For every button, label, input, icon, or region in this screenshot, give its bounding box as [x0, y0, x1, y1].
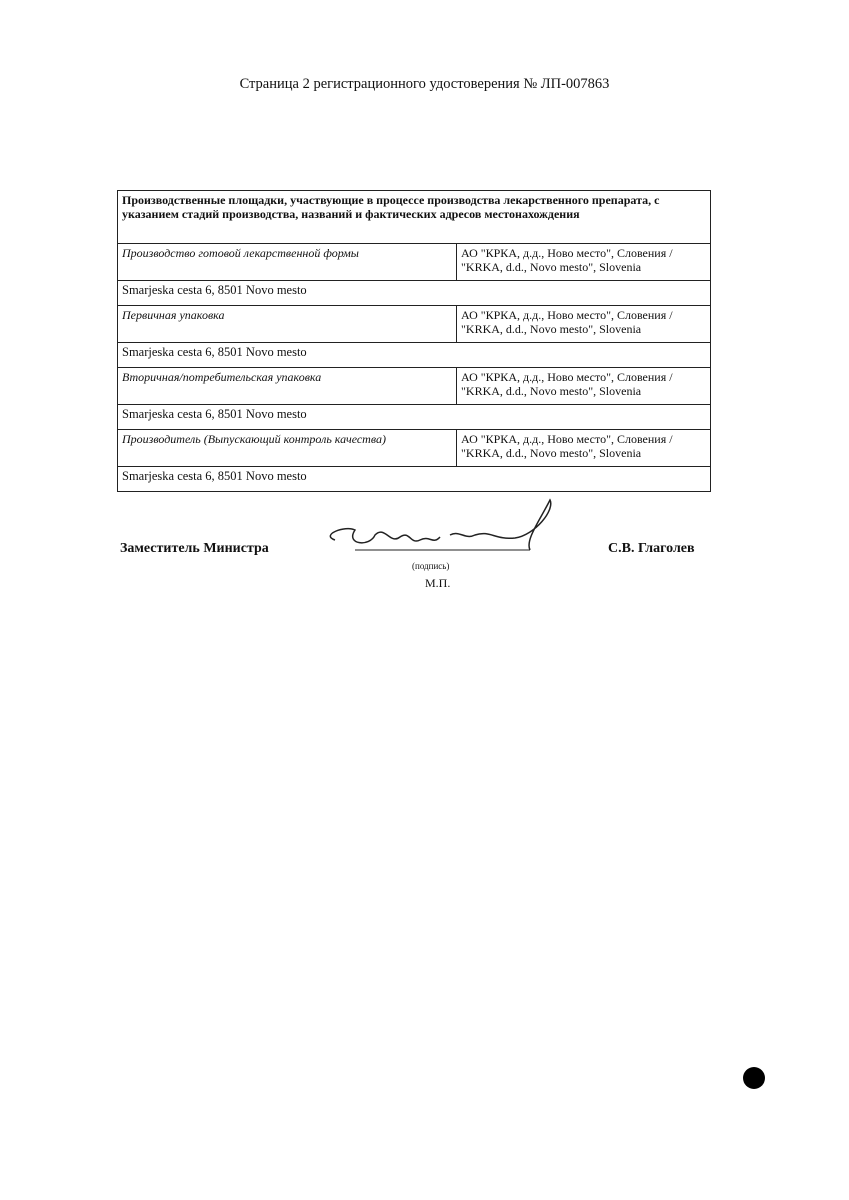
signatory-name: С.В. Глаголев	[608, 541, 695, 556]
table-row	[118, 368, 711, 405]
address-cell: Smarjeska cesta 6, 8501 Novo mesto	[118, 281, 711, 306]
scan-mark	[743, 1067, 765, 1089]
address-cell: Smarjeska cesta 6, 8501 Novo mesto	[118, 343, 711, 368]
company-cell: АО "КРКА, д.д., Ново место", Словения / "KRKA, d.d., Novo mesto", Slovenia	[457, 244, 711, 281]
company-cell: АО "КРКА, д.д., Ново место", Словения / "KRKA, d.d., Novo mesto", Slovenia	[457, 430, 711, 467]
address-cell: Smarjeska cesta 6, 8501 Novo mesto	[118, 405, 711, 430]
signatory-position: Заместитель Министра	[120, 541, 269, 556]
company-cell: АО "КРКА, д.д., Ново место", Словения / "KRKA, d.d., Novo mesto", Slovenia	[457, 306, 711, 343]
company-cell: АО "КРКА, д.д., Ново место", Словения / "KRKA, d.d., Novo mesto", Slovenia	[457, 368, 711, 405]
page-title: Страница 2 регистрационного удостоверения № ЛП-007863	[239, 76, 610, 92]
production-sites-table	[117, 190, 711, 492]
stamp-place: М.П.	[425, 576, 451, 590]
stage-cell: Вторичная/потребительская упаковка	[118, 368, 457, 405]
table-row	[118, 306, 711, 343]
table-row	[118, 244, 711, 281]
stage-cell: Производство готовой лекарственной формы	[118, 244, 457, 281]
stage-cell: Первичная упаковка	[118, 306, 457, 343]
table-row	[118, 430, 711, 467]
stage-cell: Производитель (Выпускающий контроль качества)	[118, 430, 457, 467]
signature-caption: (подпись)	[412, 561, 450, 571]
address-cell: Smarjeska cesta 6, 8501 Novo mesto	[118, 467, 711, 492]
table-heading: Производственные площадки, участвующие в процессе производства лекарственного препарата, с указанием стадий производства, названий и фактических адресов местонахождения	[118, 191, 711, 244]
